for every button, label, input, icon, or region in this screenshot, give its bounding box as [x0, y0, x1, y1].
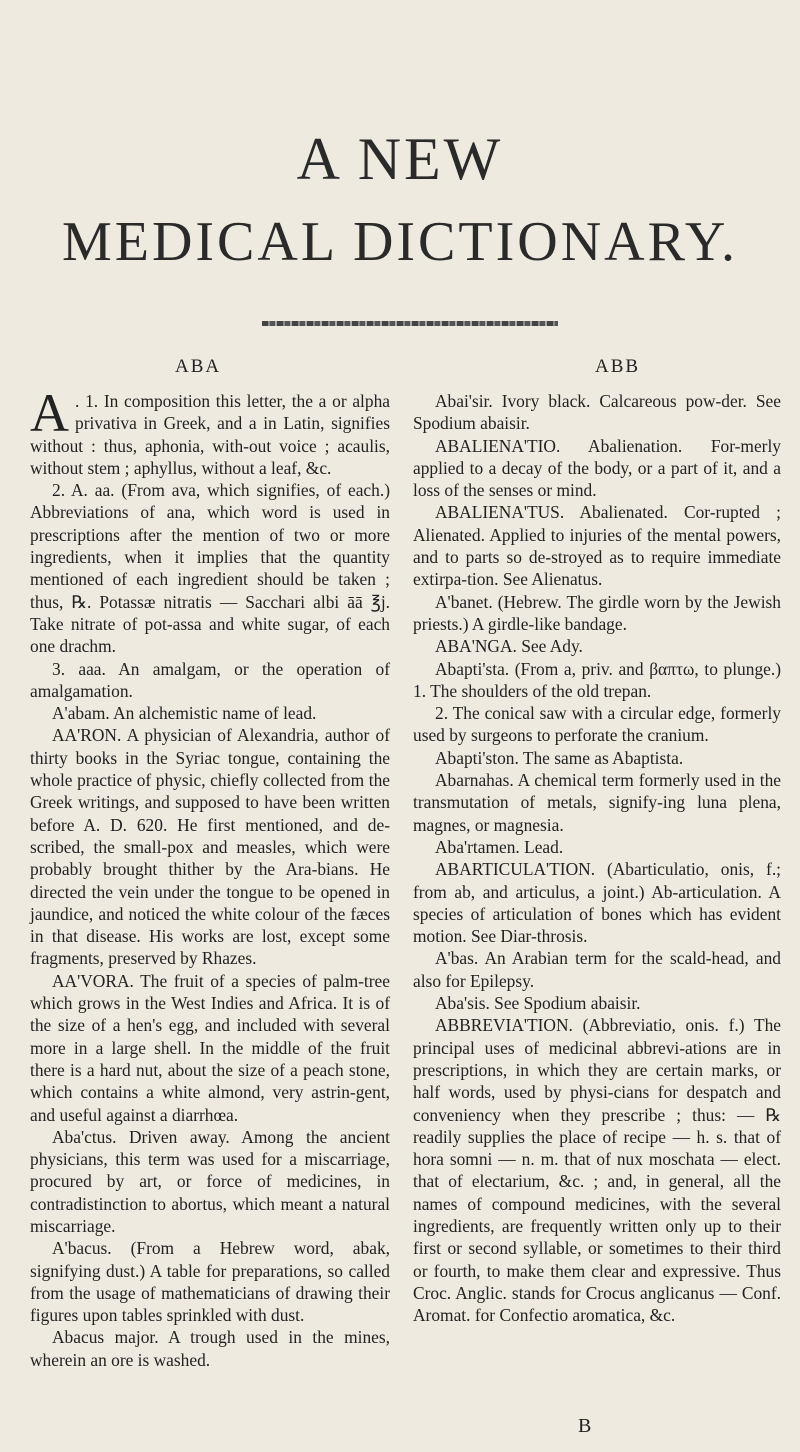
title-line-2: MEDICAL DICTIONARY.: [61, 211, 739, 273]
entry-abaptista-2: 2. The conical saw with a circular edge, formerly used by surgeons to perforate the cranium.: [413, 703, 781, 746]
entry-abas: A'bas. An Arabian term for the scald-head, and also for Epilepsy.: [413, 948, 781, 991]
entry-abasis: Aba'sis. See Spodium abaisir.: [435, 993, 641, 1014]
left-column: [30, 383, 390, 1371]
entry-abarticulation: ABARTICULA'TION. (Abarticulatio, onis, f.; from ab, and articulus, a joint.) Ab-articulation. A species of articulation of bones which has evident motion. See Diar-throsis.: [413, 859, 781, 947]
entry-abanet: A'banet. (Hebrew. The girdle worn by the Jewish priests.) A girdle-like bandage.: [413, 591, 781, 634]
right-column: [413, 390, 781, 1326]
entry-a-3: 3. aaa. An amalgam, or the operation of amalgamation.: [30, 658, 390, 701]
entry-abactus: Aba'ctus. Driven away. Among the ancient physicians, this term was used for a miscarriage, procured by art, or force of medicines, in contradistinction to abortus, which meant a natural miscarriage.: [30, 1126, 390, 1236]
entry-a-2: 2. A. aa. (From ava, which signifies, of each.) Abbreviations of ana, which word is used in prescriptions after the mention of two or more ingredients, when it implies that the quantity mentioned of each ingredient should be taken ; thus, ℞. Potassæ nitratis — Sacchari albi āā ℥j. Take nitrate of pot-assa and white sugar, of each one drachm.: [30, 480, 390, 657]
entry-abacus: A'bacus. (From a Hebrew word, abak, signifying dust.) A table for preparations, so called from the usage of mathematicians of drawing their figures upon tables sprinkled with dust.: [30, 1238, 390, 1326]
drop-cap: A: [30, 383, 69, 443]
entry-aavora: AA'VORA. The fruit of a species of palm-tree which grows in the West Indies and Africa. It is of the size of a hen's egg, and included with several more in a large shell. In the middle of the fruit there is a hard nut, about the size of a peach stone, which contains a white almond, very astrin-gent, and useful against a diarrhœa.: [30, 970, 390, 1125]
ornamental-rule: [262, 321, 558, 326]
signature-mark: B: [578, 1415, 592, 1437]
running-head-left: ABA: [175, 356, 222, 377]
entry-a-1: A . 1. In composition this letter, the a or alpha privativa in Greek, and a in Latin, signifies without : thus, aphonia, with-out voice ; acaulis, without stem ; aphyllus, without a leaf, &c.: [30, 383, 390, 478]
entry-abbreviation: ABBREVIA'TION. (Abbreviatio, onis. f.) The principal uses of medicinal abbrevi-ations are in prescriptions, in which they are certain marks, or half words, used by physi-cians for despatch and conveniency when they prescribe ; thus: — ℞ readily supplies the place of recipe — h. s. that of hora somni — n. m. that of nux moschata — elect. that of electarium, &c. ; and, in general, all the names of compound medicines, with the several ingredients, are frequently written only up to their first or second syllable, or sometimes to their third or fourth, to make them clear and expressive. Thus Croc. Anglic. stands for Crocus anglicanus — Conf. Aromat. for Confectio aromatica, &c.: [413, 1015, 781, 1326]
title-line-1: A NEW: [296, 126, 504, 192]
running-head-right: ABB: [595, 356, 641, 377]
entry-abaptiston: Abapti'ston. The same as Abaptista.: [435, 747, 684, 768]
entry-abartamen: Aba'rtamen. Lead.: [435, 836, 564, 857]
entry-abaptista: Abapti'sta. (From a, priv. and βαπτω, to plunge.) 1. The shoulders of the old trepan.: [413, 658, 781, 701]
entry-aabam: A'abam. An alchemistic name of lead.: [52, 703, 317, 724]
entry-abalienatio: ABALIENA'TIO. Abalienation. For-merly applied to a decay of the body, or a part of it, and a loss of the senses or mind.: [413, 435, 781, 501]
entry-abaisir: Abai'sir. Ivory black. Calcareous pow-der. See Spodium abaisir.: [413, 391, 781, 434]
entry-abacus-major: Abacus major. A trough used in the mines, wherein an ore is washed.: [30, 1327, 390, 1370]
entry-abanga: ABA'NGA. See Ady.: [435, 636, 583, 657]
entry-abalienatus: ABALIENA'TUS. Abalienated. Cor-rupted ; Alienated. Applied to injuries of the mental powers, and to parts so de-stroyed as to require immediate extirpa-tion. See Alienatus.: [413, 502, 781, 590]
entry-aaron: AA'RON. A physician of Alexandria, author of thirty books in the Syriac tongue, containing the whole practice of physic, chiefly collected from the Greek writings, and supposed to have been written before A. D. 620. He first mentioned, and de-scribed, the small-pox and measles, which were probably brought thither by the Ara-bians. He directed the vein under the tongue to be opened in jaundice, and noticed the white colour of the fæces in that disease. His works are lost, except some fragments, preserved by Rhazes.: [30, 725, 390, 969]
entry-abarnahas: Abarnahas. A chemical term formerly used in the transmutation of metals, signify-ing luna plena, magnes, or magnesia.: [413, 770, 781, 835]
